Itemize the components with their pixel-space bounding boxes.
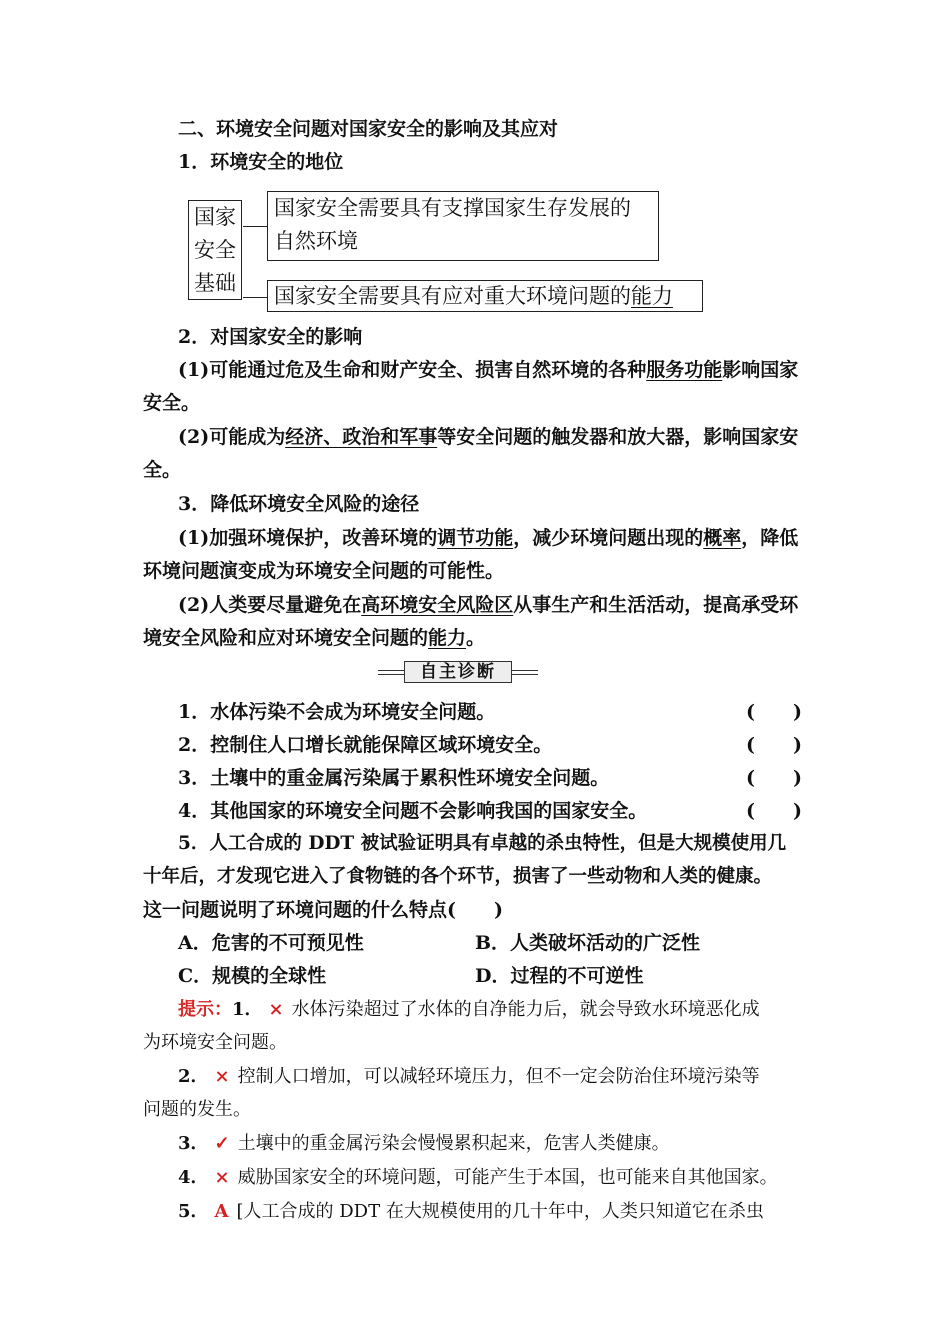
p3-1-key1: 调节功能 bbox=[437, 527, 514, 549]
q5-option-row-1 bbox=[178, 931, 950, 955]
hint-2-text-a: 控制人口增加，可以减轻环境压力，但不一定会防治住环境污染等 bbox=[237, 1066, 760, 1087]
q5-option-row-2 bbox=[178, 964, 950, 988]
p3-1-line-1 bbox=[178, 526, 950, 550]
p2-2-line-1 bbox=[178, 425, 950, 449]
p3-1-text-b: ，减少环境问题出现的 bbox=[513, 527, 704, 549]
p2-1-line-2: 安全。 bbox=[143, 392, 201, 414]
p3-1-line-2: 环境问题演变成为环境安全问题的可能性。 bbox=[143, 560, 505, 582]
question-2 bbox=[178, 733, 950, 757]
q5-option-a: A．危害的不可预见性 bbox=[178, 932, 364, 954]
hint-3-line-1 bbox=[178, 1132, 950, 1156]
diagram-left-box bbox=[188, 200, 242, 300]
p3-2-text-a: (2)人类要尽量避免在 bbox=[178, 594, 362, 616]
question-3-text: 3．土壤中的重金属污染属于累积性环境安全问题。 bbox=[178, 767, 610, 789]
q5-line-2: 十年后，才发现它进入了食物链的各个环节，损害了一些动物和人类的健康。 bbox=[143, 866, 773, 887]
diagram-connector-2 bbox=[243, 297, 267, 298]
p3-2-text-c: 境安全风险和应对环境安全问题的 bbox=[143, 627, 429, 649]
p2-1-text-a: (1)可能通过危及生命和财产安全、损害自然环境的各种 bbox=[178, 359, 647, 381]
diagram-box-1-line-2: 自然环境 bbox=[274, 229, 358, 253]
diagram-left-line-1: 国家 bbox=[194, 205, 236, 229]
hint-5-text-a: [人工合成的 DDT 在大规模使用的几十年中，人类只知道它在杀虫 bbox=[236, 1201, 764, 1222]
question-1-text: 1．水体污染不会成为环境安全问题。 bbox=[178, 701, 496, 723]
question-4 bbox=[178, 799, 950, 823]
hint-2-line-2: 问题的发生。 bbox=[143, 1099, 251, 1120]
hint-3-check-icon: ✓ bbox=[214, 1133, 230, 1154]
q5-option-d: D．过程的不可逆性 bbox=[475, 965, 644, 987]
section-title: 二、环境安全问题对国家安全的影响及其应对 bbox=[178, 118, 559, 140]
hint-5-answer: A bbox=[214, 1201, 229, 1222]
banner-rule-right bbox=[512, 670, 538, 671]
question-2-blank: ( ) bbox=[746, 734, 802, 756]
p2-2-text-a: (2)可能成为 bbox=[178, 426, 286, 448]
q5-option-b: B．人类破坏活动的广泛性 bbox=[475, 932, 701, 954]
diagram-left-line-3: 基础 bbox=[194, 271, 236, 295]
p3-2-text-d: 。 bbox=[466, 627, 486, 649]
hint-3-num: 3． bbox=[178, 1133, 209, 1154]
diagram-box-2-key: 能力 bbox=[631, 284, 673, 308]
hint-5-num: 5． bbox=[178, 1201, 209, 1222]
question-3-blank: ( ) bbox=[746, 767, 802, 789]
hint-4-text-a: 威胁国家安全的环境问题，可能产生于本国，也可能来自其他国家。 bbox=[237, 1167, 778, 1188]
diagram-left-line-2: 安全 bbox=[194, 238, 236, 262]
hint-2-cross-icon: × bbox=[214, 1066, 230, 1087]
p3-1-text-a: (1)加强环境保护，改善环境的 bbox=[178, 527, 438, 549]
hint-1-num: 1． bbox=[232, 999, 263, 1020]
sub2-title: 2．对国家安全的影响 bbox=[178, 326, 363, 348]
question-2-text: 2．控制住人口增长就能保障区域环境安全。 bbox=[178, 734, 553, 756]
q5-option-c: C．规模的全球性 bbox=[178, 965, 327, 987]
hint-5-line-1 bbox=[178, 1200, 950, 1224]
hint-1-line-2: 为环境安全问题。 bbox=[143, 1032, 287, 1053]
p2-1-key: 服务功能 bbox=[646, 359, 723, 381]
p3-1-key2: 概率 bbox=[703, 527, 742, 549]
question-1-blank: ( ) bbox=[746, 701, 802, 723]
diagram-box-1-line-1: 国家安全需要具有支撑国家生存发展的 bbox=[274, 196, 631, 220]
hint-2-line-1 bbox=[178, 1065, 950, 1089]
question-3 bbox=[178, 766, 950, 790]
question-1 bbox=[178, 700, 950, 724]
p3-1-text-c: ，降低 bbox=[741, 527, 799, 549]
hint-2-num: 2． bbox=[178, 1066, 209, 1087]
question-4-blank: ( ) bbox=[746, 800, 802, 822]
p2-1-line-1 bbox=[178, 358, 950, 382]
q5-line-3: 这一问题说明了环境问题的什么特点( ) bbox=[143, 899, 503, 921]
question-4-text: 4．其他国家的环境安全问题不会影响我国的国家安全。 bbox=[178, 800, 648, 822]
banner-rule-left bbox=[378, 670, 404, 671]
p2-1-text-b: 影响国家 bbox=[722, 359, 799, 381]
p2-2-key: 经济、政治和军事 bbox=[285, 426, 438, 448]
p3-2-key1: 高环境安全风险区 bbox=[361, 594, 514, 616]
sub1-title: 1．环境安全的地位 bbox=[178, 151, 344, 173]
sub3-title: 3．降低环境安全风险的途径 bbox=[178, 493, 420, 515]
hint-3-text-a: 土壤中的重金属污染会慢慢累积起来，危害人类健康。 bbox=[237, 1133, 670, 1154]
diagram-box-1 bbox=[267, 191, 659, 261]
p2-2-text-b: 等安全问题的触发器和放大器，影响国家安 bbox=[437, 426, 799, 448]
self-diagnosis-banner bbox=[378, 661, 538, 683]
hint-1-text-a: 水体污染超过了水体的自净能力后，就会导致水环境恶化成 bbox=[291, 999, 760, 1020]
hint-4-line-1 bbox=[178, 1166, 950, 1190]
banner-rule-left-2 bbox=[378, 674, 404, 675]
diagram-box-2 bbox=[267, 280, 703, 312]
p2-2-line-2: 全。 bbox=[143, 459, 182, 481]
hint-4-num: 4． bbox=[178, 1167, 209, 1188]
banner-rule-right-2 bbox=[512, 674, 538, 675]
banner-label: 自主诊断 bbox=[404, 661, 512, 683]
hint-1-cross-icon: × bbox=[268, 999, 284, 1020]
diagram-box-2-text: 国家安全需要具有应对重大环境问题的 bbox=[274, 284, 631, 308]
hint-1-line-1 bbox=[178, 998, 950, 1022]
hint-4-cross-icon: × bbox=[214, 1167, 230, 1188]
diagram-connector-1 bbox=[243, 226, 267, 227]
p3-2-line-1 bbox=[178, 593, 950, 617]
p3-2-line-2 bbox=[143, 626, 950, 650]
hint-label: 提示： bbox=[178, 999, 232, 1020]
p3-2-text-b: 从事生产和生活活动，提高承受环 bbox=[513, 594, 799, 616]
q5-line-1: 5．人工合成的 DDT 被试验证明具有卓越的杀虫特性，但是大规模使用几 bbox=[178, 833, 787, 854]
p3-2-key2: 能力 bbox=[428, 627, 467, 649]
